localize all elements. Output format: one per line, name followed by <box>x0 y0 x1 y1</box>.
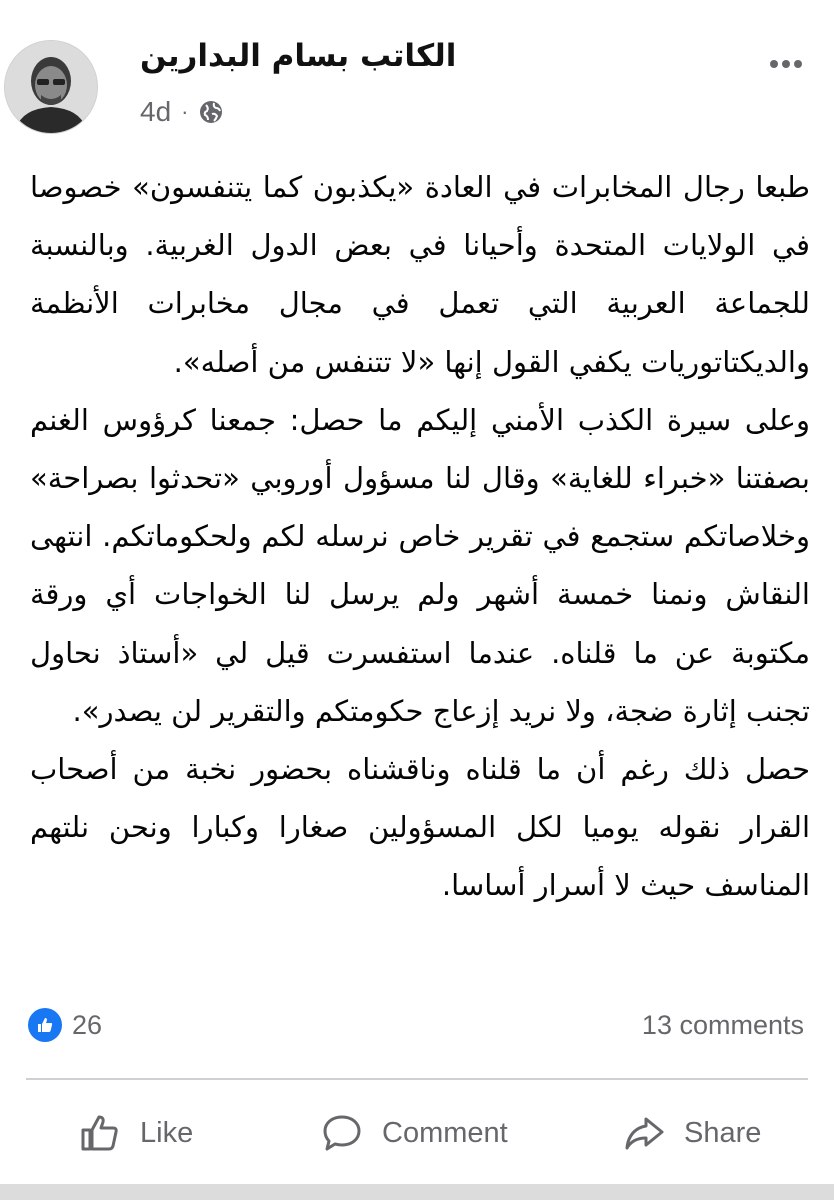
like-button[interactable] <box>78 1098 193 1168</box>
post-body <box>30 158 810 915</box>
post-paragraph: وعلى سيرة الكذب الأمني إليكم ما حصل: جمعنا كرؤوس الغنم بصفتنا «خبراء للغاية» وقال لنا مسؤول أوروبي «تحدثوا بصراحة» وخلاصاتكم ستجمع في تقرير خاص نرسله لكم ولحكوماتكم. انتهى النقاش ونمنا خمسة أشهر ولم يرسل لنا الخواجات أي ورقة مكتوبة عن ما قلناه. عندما استفسرت قيل لي «أستاذ نحاول تجنب إثارة ضجة، ولا نريد إزعاج حكومتكم والتقرير لن يصدر». <box>30 402 810 728</box>
more-options-icon[interactable] <box>766 52 806 76</box>
avatar-portrait-icon <box>5 41 97 133</box>
like-label: Like <box>140 1116 194 1149</box>
comments-count[interactable]: 13 comments <box>641 1010 804 1040</box>
post-actions <box>0 1098 834 1168</box>
share-button[interactable] <box>622 1098 761 1168</box>
post-header <box>0 30 834 140</box>
comment-label: Comment <box>382 1116 508 1149</box>
author-name[interactable]: الكاتب بسام البدارين <box>140 38 457 74</box>
author-avatar[interactable] <box>4 40 98 134</box>
comment-button[interactable] <box>320 1098 508 1168</box>
divider <box>26 1078 808 1080</box>
reaction-count: 26 <box>72 1009 103 1040</box>
post-time[interactable]: 4d <box>140 96 172 127</box>
comment-bubble-icon <box>320 1111 364 1155</box>
reactions-summary[interactable] <box>28 1008 102 1042</box>
like-reaction-icon <box>28 1008 62 1042</box>
post-paragraph: طبعا رجال المخابرات في العادة «يكذبون كما يتنفسون» خصوصا في الولايات المتحدة وأحيانا في بعض الدول الغربية. وبالنسبة للجماعة العربية التي تعمل في مجال مخابرات الأنظمة والديكتاتوريات يكفي القول إنها «لا تتنفس من أصله». <box>30 170 810 379</box>
thumbs-up-icon <box>78 1111 122 1155</box>
post-meta <box>140 96 224 128</box>
post-paragraph: حصل ذلك رغم أن ما قلناه وناقشناه بحضور نخبة من أصحاب القرار نقوله يوميا لكل المسؤولين صغارا وكبارا ونحن نلتهم المناسف حيث لا أسرار أساسا. <box>30 752 810 903</box>
globe-icon[interactable] <box>198 99 224 125</box>
share-label: Share <box>684 1116 762 1149</box>
bottom-separator <box>0 1184 834 1200</box>
meta-separator: · <box>181 99 189 124</box>
share-arrow-icon <box>622 1111 666 1155</box>
